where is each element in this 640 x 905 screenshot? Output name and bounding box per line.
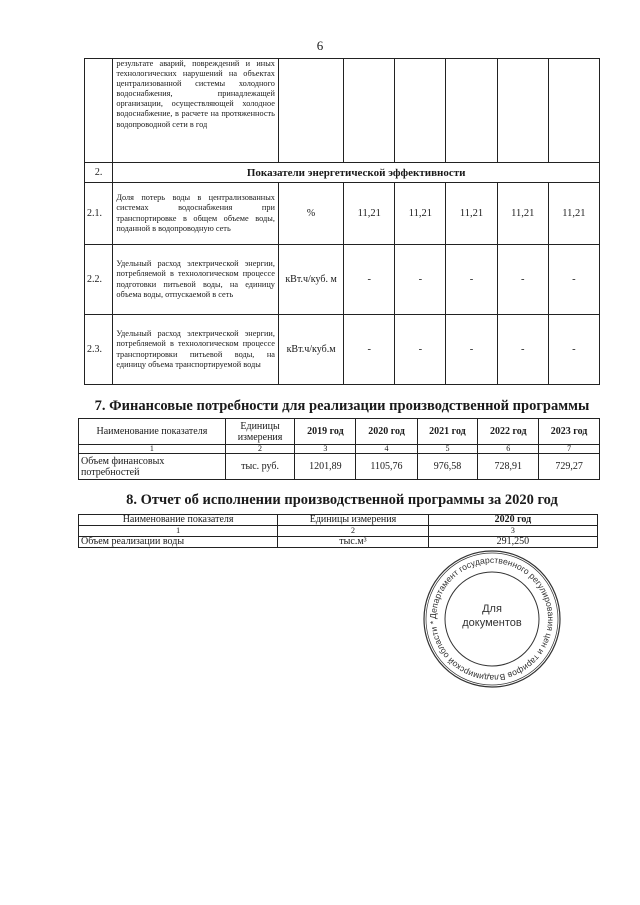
column-header: 2020 год [356, 419, 417, 445]
row-value: - [446, 245, 497, 315]
row-value: 729,27 [539, 454, 600, 480]
indicators-table [84, 58, 600, 385]
section7-heading: 7. Финансовые потребности для реализации производственной программы [94, 398, 590, 414]
row-value: - [446, 315, 497, 385]
column-number-row [79, 445, 600, 454]
column-header: 2021 год [417, 419, 478, 445]
row-value: - [395, 315, 446, 385]
table-header-row [79, 419, 600, 445]
row-value: 11,21 [395, 183, 446, 245]
row-value: - [395, 245, 446, 315]
column-header: 2023 год [539, 419, 600, 445]
column-number: 5 [417, 445, 478, 454]
table-row [79, 454, 600, 480]
column-number: 2 [225, 445, 294, 454]
section-title: Показатели энергетической эффективности [113, 163, 600, 183]
table-header-row [79, 515, 598, 526]
column-number: 7 [539, 445, 600, 454]
page-number: 6 [316, 38, 324, 53]
table-row [85, 183, 600, 245]
row-value: 11,21 [344, 183, 395, 245]
column-number: 1 [79, 445, 226, 454]
column-number: 3 [428, 526, 597, 537]
column-header: 2022 год [478, 419, 539, 445]
row-description: Удельный расход электрической энергии, потребляемой в технологическом процессе транспортировки питьевой воды, на единицу объема транспортируемой воды [113, 315, 279, 385]
column-number-row [79, 526, 598, 537]
seal-center-line-2: документов [462, 617, 522, 629]
seal-ring-text: Департамент государственного регулирования цен и тарифов Владимирской области * [427, 554, 557, 684]
section8-heading: 8. Отчет об исполнении производственной программы за 2020 год [126, 492, 558, 508]
official-seal [421, 548, 563, 690]
row-unit: кВт.ч/куб.м [278, 315, 343, 385]
row-unit: тыс.м³ [278, 537, 429, 548]
column-number: 6 [478, 445, 539, 454]
row-value: - [344, 245, 395, 315]
row-name: Объем финансовых потребностей [79, 454, 226, 480]
row-value: - [497, 315, 548, 385]
row-value: 976,58 [417, 454, 478, 480]
row-value: 11,21 [497, 183, 548, 245]
table-row [85, 245, 600, 315]
column-header: Наименование показателя [79, 515, 278, 526]
column-number: 2 [278, 526, 429, 537]
row-number: 2.3. [85, 315, 113, 385]
column-number: 3 [295, 445, 356, 454]
table-row [79, 537, 598, 548]
row-number: 2.1. [85, 183, 113, 245]
financial-needs-table [78, 418, 600, 480]
row-value: 11,21 [446, 183, 497, 245]
row-value: 1105,76 [356, 454, 417, 480]
row-value: - [548, 245, 599, 315]
table-row [85, 315, 600, 385]
row-number: 2.2. [85, 245, 113, 315]
row-description: Удельный расход электрической энергии, потребляемой в технологическом процессе подготовки питьевой воды, на единицу объема воды, отпускаемой в сеть [113, 245, 279, 315]
report-table [78, 514, 598, 548]
seal-center-line-1: Для [482, 603, 502, 615]
column-header: Единицы измерения [278, 515, 429, 526]
continued-description: результате аварий, повреждений и иных технологических нарушений на объектах централизованной системы холодного водоснабжения, принадлежащей организации, осуществляющей холодное водоснабжение, в расчете на протяженность водопроводной сети в год [113, 59, 279, 163]
column-header: 2019 год [295, 419, 356, 445]
row-name: Объем реализации воды [79, 537, 278, 548]
section-row [85, 163, 600, 183]
column-number: 1 [79, 526, 278, 537]
row-unit: кВт.ч/куб. м [278, 245, 343, 315]
column-number: 4 [356, 445, 417, 454]
row-value: - [497, 245, 548, 315]
column-header: Наименование показателя [79, 419, 226, 445]
row-unit: % [278, 183, 343, 245]
row-value: - [548, 315, 599, 385]
row-value: - [344, 315, 395, 385]
row-description: Доля потерь воды в централизованных системах водоснабжения при транспортировке в общем объеме воды, поданной в водопроводную сеть [113, 183, 279, 245]
row-unit: тыс. руб. [225, 454, 294, 480]
row-value: 291,250 [428, 537, 597, 548]
row-value: 728,91 [478, 454, 539, 480]
seal-graphic [421, 548, 563, 690]
row-value: 1201,89 [295, 454, 356, 480]
column-header: Единицы измерения [225, 419, 294, 445]
section-number: 2. [85, 163, 113, 183]
column-header: 2020 год [428, 515, 597, 526]
row-value: 11,21 [548, 183, 599, 245]
table-row [85, 59, 600, 163]
